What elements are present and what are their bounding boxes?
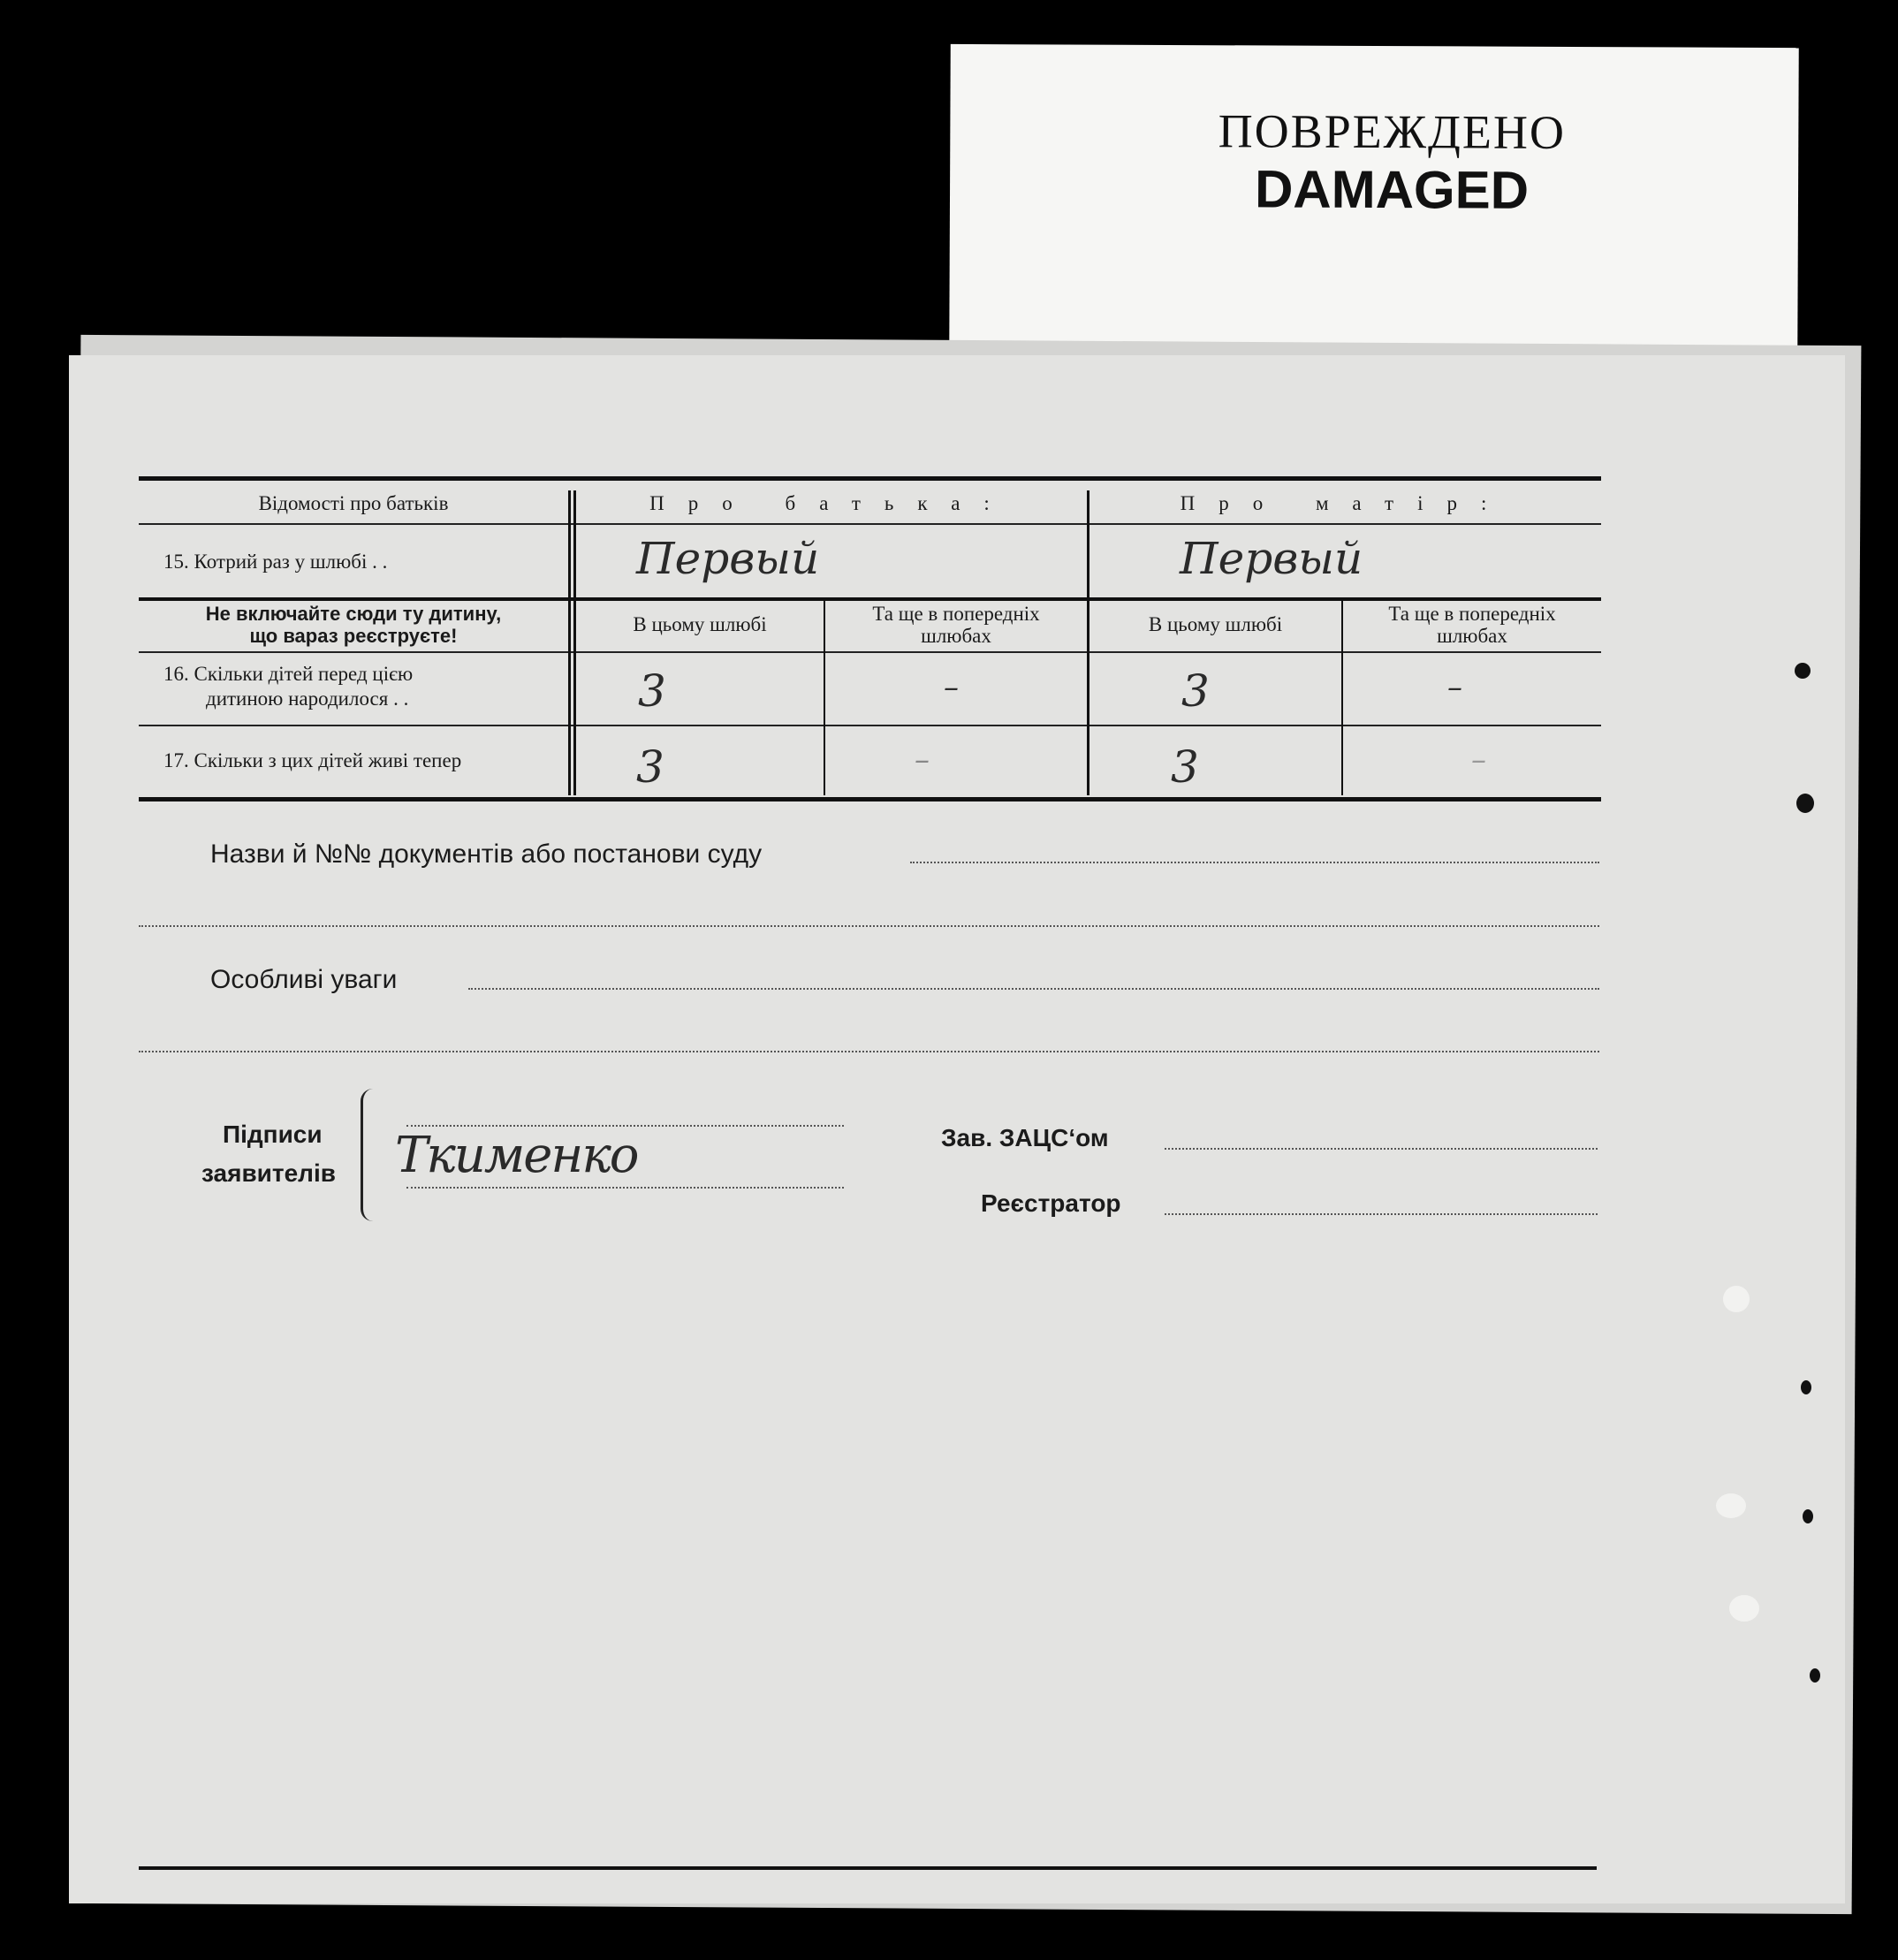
signatures-label-line1: Підписи — [223, 1121, 323, 1148]
subheader-father-this-marriage: В цьому шлюбі — [633, 613, 767, 635]
registrar-label: Реєстратор — [981, 1189, 1121, 1217]
subheader-father-prev-line1: Та ще в попередніх — [872, 603, 1040, 625]
documents-line-1 — [910, 862, 1599, 863]
row16-mother-this: 3 — [1181, 665, 1210, 717]
row17-label: 17. Скільки з цих дітей живі тепер — [163, 749, 462, 771]
remarks-line-2 — [139, 1051, 1599, 1052]
row16-label-line1: 16. Скільки дітей перед цією — [163, 663, 414, 685]
row17-father-this: 3 — [636, 741, 664, 793]
row16-father-prev: – — [944, 670, 959, 705]
subheader-note-line1: Не включайте сюди ту дитину, — [205, 603, 502, 625]
table-top-rule — [139, 476, 1601, 481]
header-mother: Про матір: — [1180, 492, 1511, 514]
subheader-mother-prev-line1: Та ще в попередніх — [1388, 603, 1556, 625]
row15-mother-value: Первый — [1180, 533, 1363, 584]
table-subheader-top-rule — [139, 597, 1601, 601]
documents-line-2 — [139, 925, 1599, 927]
row17-mother-this: 3 — [1171, 741, 1199, 793]
table-header-rule — [139, 523, 1601, 525]
row16-mother-prev: – — [1447, 670, 1462, 705]
punch-hole — [1801, 1380, 1811, 1394]
header-info: Відомості про батьків — [258, 492, 449, 514]
page-bottom-rule — [139, 1866, 1597, 1870]
punch-hole — [1795, 663, 1811, 679]
remarks-line-1 — [468, 988, 1599, 990]
row17-mother-prev: – — [1471, 742, 1486, 778]
damage-tear — [1723, 1286, 1750, 1312]
head-line — [1165, 1148, 1598, 1150]
table-subheader-bottom-rule — [139, 651, 1601, 653]
table-divider-info — [568, 490, 571, 795]
damage-tear — [1729, 1595, 1759, 1622]
punch-hole — [1796, 794, 1814, 813]
signature-line-2 — [406, 1187, 844, 1189]
table-bottom-rule — [139, 797, 1601, 801]
subheader-mother-this-marriage: В цьому шлюбі — [1148, 613, 1283, 635]
damaged-label-english: DAMAGED — [1254, 159, 1530, 220]
punch-hole — [1810, 1668, 1820, 1683]
header-father: Про батька: — [649, 492, 1014, 514]
documents-label: Назви й №№ документів або постанови суду — [210, 839, 763, 869]
table-divider-parents — [1087, 490, 1089, 795]
table-divider-info-2 — [573, 490, 576, 795]
subheader-mother-prev-line2: шлюбах — [1437, 625, 1507, 647]
subheader-note-line2: що вараз реєструєте! — [249, 625, 458, 647]
damaged-label-card — [949, 44, 1799, 357]
row17-father-prev: – — [915, 742, 930, 778]
punch-hole — [1803, 1509, 1813, 1523]
remarks-label: Особливі уваги — [210, 965, 398, 994]
applicant-signature: Ткименко — [395, 1127, 638, 1184]
registrar-line — [1165, 1213, 1598, 1215]
row15-label: 15. Котрий раз у шлюбі . . — [163, 551, 388, 573]
damage-tear — [1716, 1493, 1746, 1518]
table-row16-bottom-rule — [139, 725, 1601, 726]
row15-father-value: Первый — [636, 533, 820, 584]
head-label: Зав. ЗАЦС‘ом — [941, 1124, 1109, 1151]
row16-father-this: 3 — [638, 665, 666, 717]
subheader-father-prev-line2: шлюбах — [921, 625, 991, 647]
signatures-brace — [361, 1089, 386, 1221]
signatures-label-line2: заявителів — [201, 1159, 336, 1187]
damaged-label-ukrainian: ПОВРЕЖДЕНО — [1218, 104, 1567, 159]
row16-label-line2: дитиною народилося . . — [206, 688, 409, 710]
